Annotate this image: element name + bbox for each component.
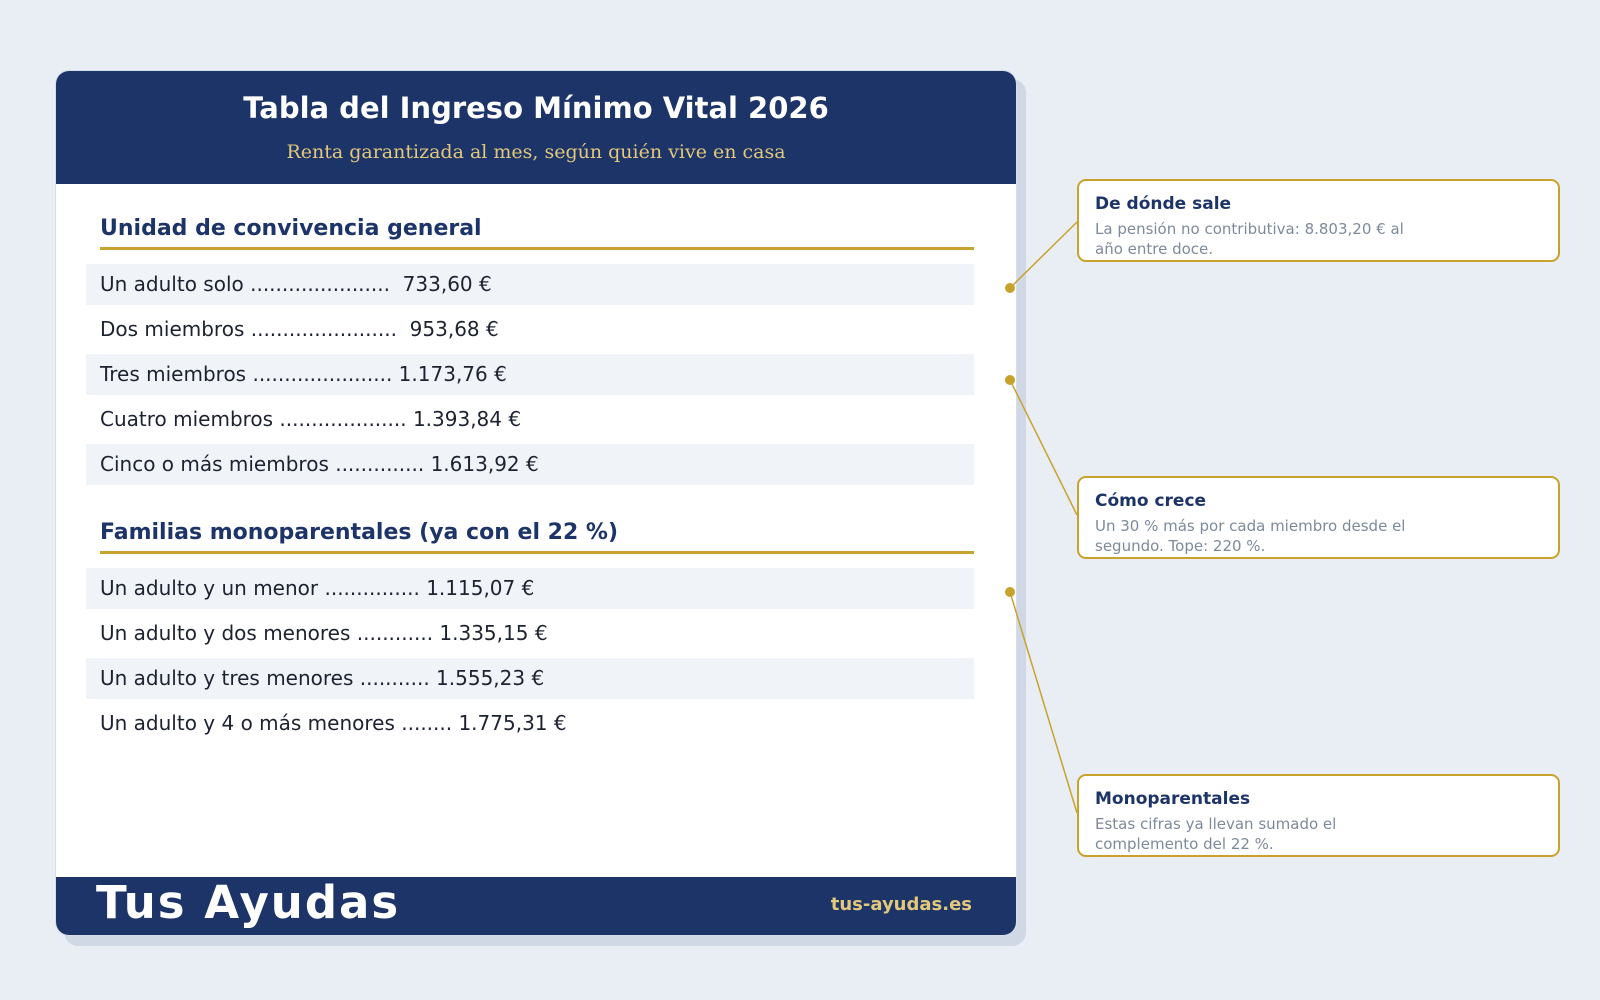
table-row: Un adulto y dos menores ............ 1.335,15 € [100,621,548,645]
table-row: Un adulto y un menor ............... 1.115,07 € [86,568,974,609]
card-subtitle: Renta garantizada al mes, según quién vive en casa [286,141,786,163]
callout-title: Cómo crece [1095,491,1207,511]
table-row: Tres miembros ...................... 1.173,76 € [86,354,974,395]
callout-body: La pensión no contributiva: 8.803,20 € al año entre doce. [1095,220,1404,258]
section-heading-general: Unidad de convivencia general [100,216,974,250]
callout-title: De dónde sale [1095,194,1232,214]
table-row: Un adulto solo ...................... 733,60 € [86,264,974,305]
callout-monoparental [1077,774,1560,857]
site-url[interactable]: tus-ayudas.es [830,894,972,915]
brand-logo: Tus Ayudas [96,876,401,929]
card-title: Tabla del Ingreso Mínimo Vital 2026 [243,91,829,125]
card-header [56,71,1016,184]
table-row: Un adulto y tres menores ........... 1.555,23 € [86,658,974,699]
card-footer [56,877,1016,935]
section-heading-monoparental: Familias monoparentales (ya con el 22 %) [100,520,974,554]
table-row: Un adulto y 4 o más menores ........ 1.775,31 € [100,711,567,735]
imv-table-card [55,70,1017,936]
callout-body: Estas cifras ya llevan sumado el complemento del 22 %. [1095,815,1337,853]
table-row: Dos miembros ....................... 953,68 € [100,317,499,341]
callout-origin [1077,179,1560,262]
callout-title: Monoparentales [1095,789,1251,809]
callout-growth [1077,476,1560,559]
table-row: Cuatro miembros .................... 1.393,84 € [100,407,522,431]
table-row: Cinco o más miembros .............. 1.613,92 € [86,444,974,485]
callout-body: Un 30 % más por cada miembro desde el segundo. Tope: 220 %. [1095,517,1406,555]
